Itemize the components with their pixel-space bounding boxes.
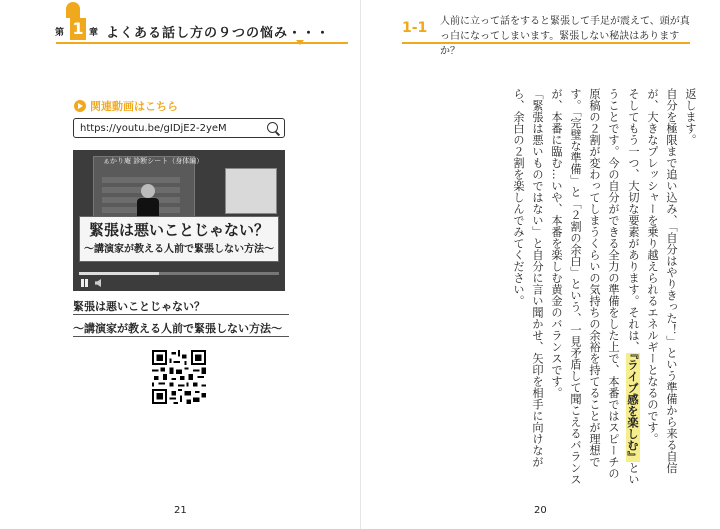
body-text (405, 88, 700, 488)
right-page-number: 20 (534, 505, 547, 516)
chapter-suffix: 章 (89, 28, 99, 38)
body-paragraph: 「緊張は悪いものではない」と自分に言い聞かせ、矢印を相手に向けながら、余白の２割を楽しんでみてください。 (512, 88, 544, 468)
thumbnail-banner (79, 216, 279, 262)
banner-title: 緊張は悪いことじゃない？ (88, 221, 269, 239)
header-rule-marker (296, 40, 304, 45)
chapter-title: よくある話し方の９つの悩み・・・ (106, 26, 331, 41)
chapter-prefix: 第 (55, 28, 65, 38)
volume-icon[interactable] (95, 279, 101, 287)
play-icon (74, 100, 86, 112)
body-paragraph: 自分を極限まで追い込み、「自分はやりきった！」という準備から来る自信が、大きなプレッシャーを乗り越えられるエネルギーとなるのです。 (646, 88, 678, 474)
video-heading (74, 98, 178, 114)
body-paragraph (547, 88, 643, 488)
video-thumbnail[interactable] (73, 150, 285, 291)
section-number: 1-1 (402, 20, 428, 36)
header-rule (56, 42, 348, 44)
caption-rule (73, 314, 289, 315)
highlighted-phrase: 『ライブ感を楽しむ』 (626, 352, 640, 462)
caption-rule (73, 336, 289, 337)
body-text-span: ということです。今の自分ができる全力の準備をした上で、本番ではスピーチの原稿の２割が変わってしまうくらいの気持ちの余裕を持てることが理想です。「完璧な準備」と「２割の余白」という、一見矛盾して聞こえるバランスが、本番に臨む…いや、本番を楽しむ黄金のバランスです。 (550, 88, 640, 485)
chapter-figure-icon (66, 2, 80, 18)
video-url[interactable]: https://youtu.be/gIDjE2-2yeM (80, 123, 227, 134)
banner-subtitle: 〜講演家が教える人前で緊張しない方法〜 (84, 244, 274, 255)
thumbnail-board-title: ぁかり庵 診断シート（身体編） (103, 157, 204, 165)
video-caption-title: 緊張は悪いことじゃない？ (73, 300, 205, 313)
video-progress-bar[interactable] (79, 272, 279, 275)
page-spine (360, 0, 361, 529)
left-page-number: 21 (174, 505, 187, 516)
body-text-span: そしてもう一つ、大切な要素があります。それは、 (627, 88, 640, 353)
section-title: 人前に立って話をすると緊張して手足が震えて、頭が真っ白になってしまいます。緊張しない秘訣はありますか？ (440, 16, 690, 57)
video-heading-label: 関連動画はこちら (90, 100, 178, 113)
video-caption-subtitle: 〜講演家が教える人前で緊張しない方法〜 (73, 322, 282, 335)
chapter-number: 1 (70, 18, 86, 40)
body-paragraph: 返します。 (684, 88, 697, 146)
video-url-box[interactable] (73, 118, 285, 138)
qr-code-icon[interactable] (152, 350, 206, 404)
pause-icon[interactable] (81, 279, 89, 287)
whiteboard (225, 168, 277, 214)
section-rule (402, 42, 690, 44)
search-icon (267, 122, 278, 133)
